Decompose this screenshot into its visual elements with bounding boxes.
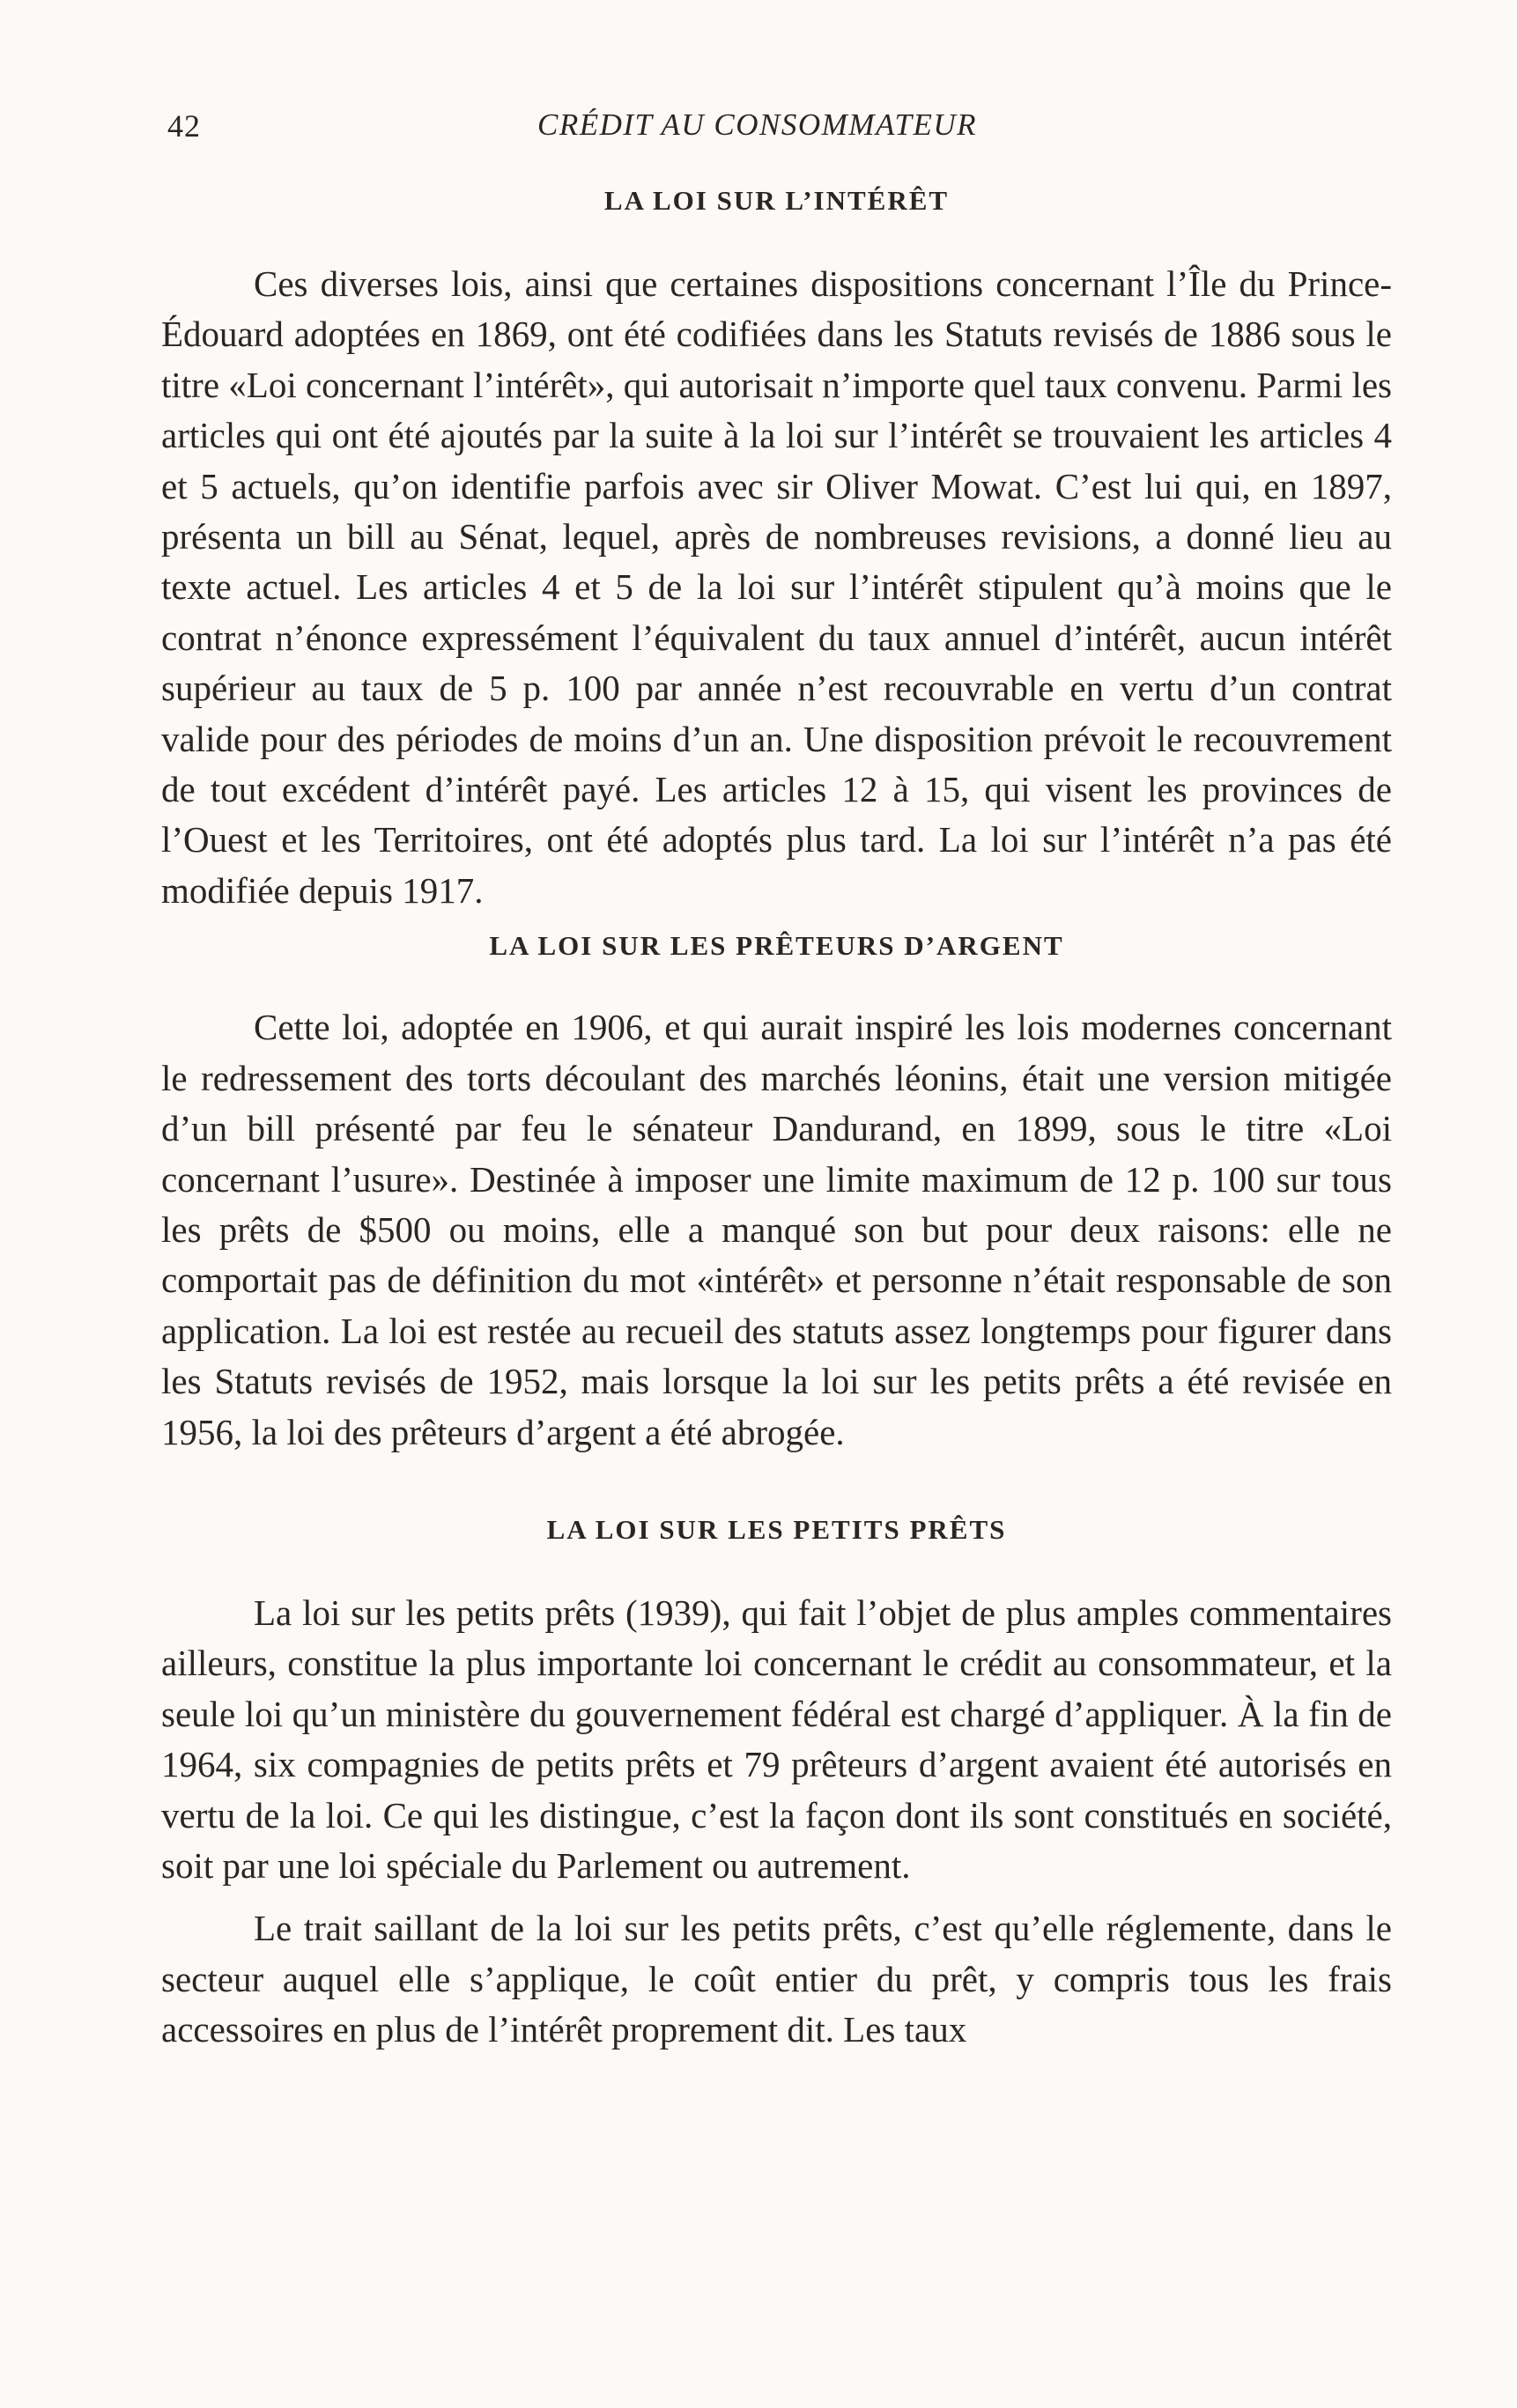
paragraph-petits-prets-1: La loi sur les petits prêts (1939), qui fait l’objet de plus amples commentaires ailleurs, constitue la plus importante loi concernant le crédit au consommateur, et la seule loi qu’un ministère du gouvernement fédéral est chargé d’appliquer. À la fin de 1964, six compagnies de petits prêts et 79 prêteurs d’argent avaient été autorisés en vertu de la loi. Ce qui les distingue, c’est la façon dont ils sont constitués en société, soit par une loi spéciale du Parlement ou autrement. <box>161 1592 1392 1886</box>
running-title: CRÉDIT AU CONSOMMATEUR <box>537 107 978 142</box>
section-title-loi-interet: LA LOI SUR L’INTÉRÊT <box>603 185 950 216</box>
page-body <box>161 185 1392 2056</box>
running-head <box>167 107 1401 151</box>
page-number: 42 <box>167 108 201 144</box>
paragraph-preteurs-argent: Cette loi, adoptée en 1906, et qui aurait inspiré les lois modernes concernant le redressement des torts découlant des marchés léonins, était une version mitigée d’un bill présenté par feu le sénateur Dandurand, en 1899, sous le titre «Loi concernant l’usure». Destinée à imposer une limite maximum de 12 p. 100 sur tous les prêts de $500 ou moins, elle a manqué son but pour deux raisons: elle ne comportait pas de définition du mot «intérêt» et personne n’était responsable de son application. La loi est restée au recueil des statuts assez longtemps pour figurer dans les Statuts revisés de 1952, mais lorsque la loi sur les petits prêts a été revisée en 1956, la loi des prêteurs d’argent a été abrogée. <box>161 1007 1392 1452</box>
section-title-petits-prets: LA LOI SUR LES PETITS PRÊTS <box>546 1513 1007 1545</box>
paragraph-loi-interet: Ces diverses lois, ainsi que certaines dispositions concernant l’Île du Prince-Édouard adoptées en 1869, ont été codifiées dans les Statuts revisés de 1886 sous le titre «Loi concernant l’intérêt», qui autorisait n’importe quel taux convenu. Parmi les articles qui ont été ajoutés par la suite à la loi sur l’intérêt se trouvaient les articles 4 et 5 actuels, qu’on identifie parfois avec sir Oliver Mowat. C’est lui qui, en 1897, présenta un bill au Sénat, lequel, après de nombreuses revisions, a donné lieu au texte actuel. Les articles 4 et 5 de la loi sur l’intérêt stipulent qu’à moins que le contrat n’énonce expressément l’équivalent du taux annuel d’intérêt, aucun intérêt supérieur au taux de 5 p. 100 par année n’est recouvrable en vertu d’un contrat valide pour des périodes de moins d’un an. Une disposition prévoit le recouvrement de tout excédent d’intérêt payé. Les articles 12 à 15, qui visent les provinces de l’Ouest et les Territoires, ont été adoptés plus tard. La loi sur l’intérêt n’a pas été modifiée depuis 1917. <box>161 263 1393 911</box>
section-title-preteurs-argent: LA LOI SUR LES PRÊTEURS D’ARGENT <box>489 930 1064 962</box>
paragraph-petits-prets-2: Le trait saillant de la loi sur les petits prêts, c’est qu’elle réglemente, dans le secteur auquel elle s’applique, le coût entier du prêt, y compris tous les frais accessoires en plus de l’intérêt proprement dit. Les taux <box>161 1908 1392 2050</box>
